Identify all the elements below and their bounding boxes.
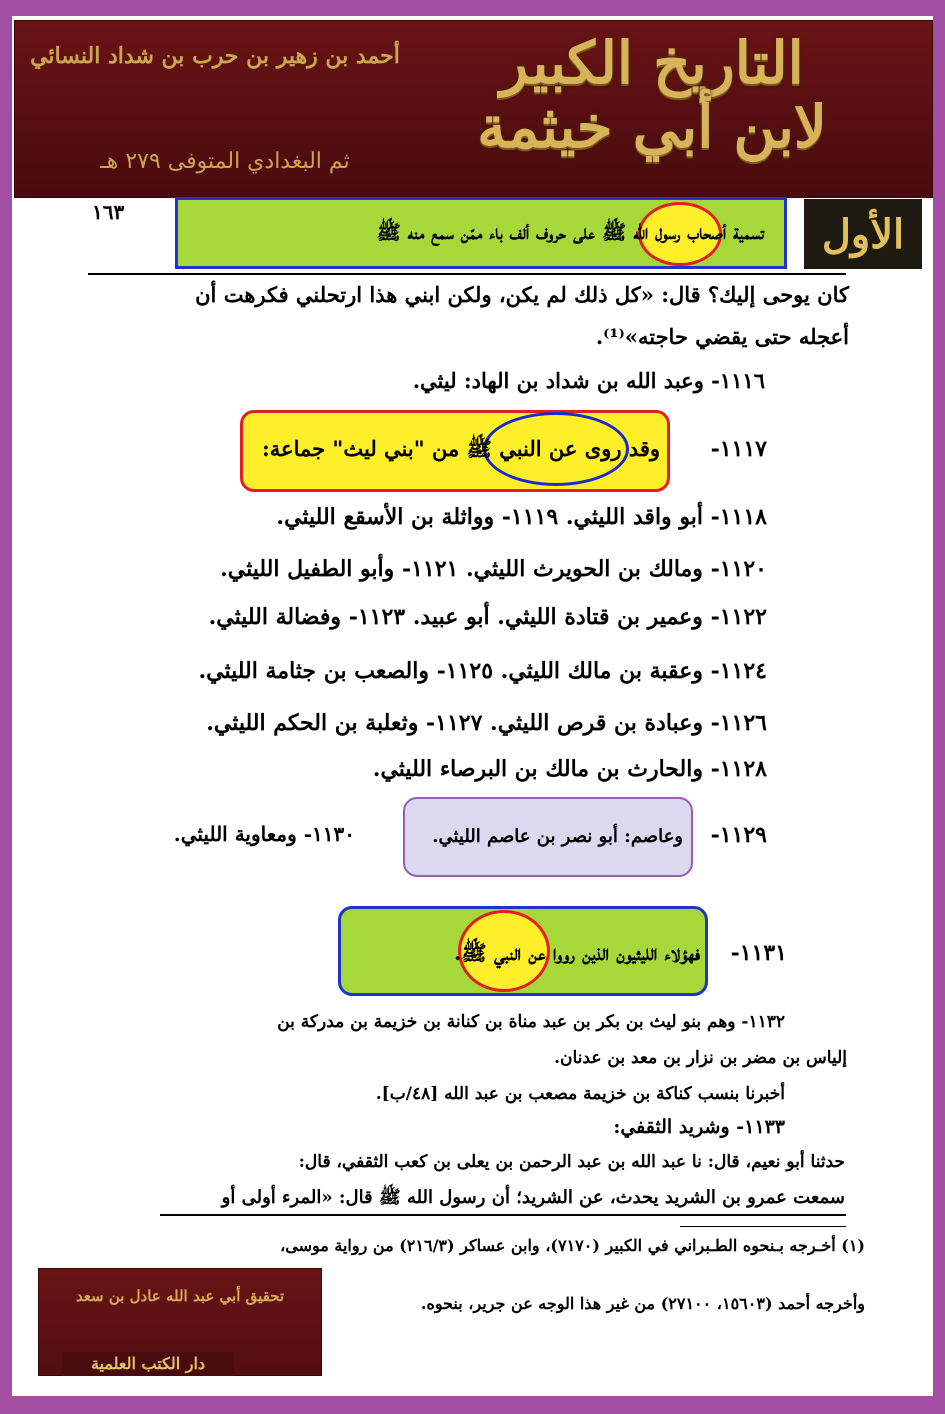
entry-1133: ١١٣٣- وشريد الثقفي: xyxy=(613,1116,785,1138)
footnote-line-2: وأخرجه أحمد (١٥٦٠٣، ٢٧١٠٠) من غير هذا الوجه عن جرير، بنحوه. xyxy=(420,1294,865,1313)
entry-1118: ١١١٨- أبو واقد الليثي. ١١١٩- وواثلة بن الأسقع الليثي. xyxy=(276,504,767,530)
header-rule xyxy=(88,273,846,275)
entry-1116: ١١١٦- وعبد الله بن شداد بن الهاد: ليثي. xyxy=(412,368,765,393)
footnote-line-1: (١) أخـرجه بـنحوه الطـبراني في الكبير (٧١٧٠)، وابن عساكر (٢١٦/٣) من رواية موسى، xyxy=(280,1236,865,1255)
book-title-banner xyxy=(14,20,933,198)
section-heading-box xyxy=(175,197,787,269)
entry-1120: ١١٢٠- ومالك بن الحويرث الليثي. ١١٢١- وأبو الطفيل الليثي. xyxy=(220,556,767,582)
nasab-line: أخبرنا بنسب كناكة بن خزيمة مصعب بن عبد الله [٤٨/ب]. xyxy=(375,1084,785,1104)
body-line-2: أعجله حتى يقضي حاجته»⁽¹⁾. xyxy=(595,324,849,349)
entry-1130: ١١٣٠- ومعاوية الليثي. xyxy=(173,822,355,846)
page-number: ١٦٣ xyxy=(92,200,125,224)
text-underline xyxy=(160,1214,846,1216)
entry-1122: ١١٢٢- وعمير بن قتادة الليثي. أبو عبيد. ١١٢٣- وفضالة الليثي. xyxy=(208,604,767,630)
body-line-1: كان يوحى إليك؟ قال: «كل ذلك لم يكن، ولكن ابني هذا ارتحلني فكرهت أن xyxy=(195,282,849,307)
entry-1124: ١١٢٤- وعقبة بن مالك الليثي. ١١٢٥- والصعب بن جثامة الليثي. xyxy=(198,658,767,684)
entry-1131-circled: الذين رووا xyxy=(552,940,610,965)
book-title-line1: التاريخ الكبير xyxy=(500,29,804,97)
entry-1131-prefix: فهؤلاء الليثيون xyxy=(616,940,700,965)
entry-1128: ١١٢٨- والحارث بن مالك بن البرصاء الليثي. xyxy=(372,756,767,782)
footnote-rule xyxy=(680,1226,846,1227)
section-heading-after: رسول الله ﷺ على حروف ألف باء ممّن سمع منه ﷺ xyxy=(376,220,681,244)
hadith-line-2: سمعت عمرو بن الشريد يحدث، عن الشريد؛ أن رسول الله ﷺ قال: «المرء أولى أو xyxy=(221,1187,845,1208)
entry-1117-text xyxy=(262,436,660,467)
editor-stamp-text: تحقيق أبي عبد الله عادل بن سعد xyxy=(75,1287,285,1305)
section-heading xyxy=(184,220,764,249)
entry-1117-number: ١١١٧- xyxy=(710,436,767,462)
entry-1131-number: ١١٣١- xyxy=(730,940,787,966)
entry-1117-prefix: وقد xyxy=(628,436,660,461)
entry-1126: ١١٢٦- وعبادة بن قرص الليثي. ١١٢٧- وثعلبة بن الحكم الليثي. xyxy=(206,710,767,736)
entry-1117-suffix: ﷺ من "بني ليث" جماعة: xyxy=(262,436,492,461)
book-title xyxy=(392,31,912,159)
entry-1131-text xyxy=(454,940,700,971)
hadith-line-1: حدثنا أبو نعيم، قال: نا عبد الله بن عبد الرحمن بن يعلى بن كعب الثقفي، قال: xyxy=(298,1152,845,1172)
entry-1129-number: ١١٢٩- xyxy=(710,822,767,848)
section-heading-highlight: أصحاب xyxy=(687,220,727,244)
publisher-label: دار الكتب العلمية xyxy=(62,1352,234,1376)
volume-badge: الأول xyxy=(804,199,922,269)
author-name: أحمد بن زهير بن حرب بن شداد النسائي xyxy=(30,43,400,69)
entry-1132-line2: إلياس بن مضر بن نزار بن معد بن عدنان. xyxy=(554,1048,847,1068)
entry-1131-suffix: عن النبي ﷺ. xyxy=(453,940,546,965)
entry-1117-circled: روى عن النبي xyxy=(499,436,622,461)
author-death: ثم البغدادي المتوفى ٢٧٩ هـ xyxy=(100,149,350,174)
book-title-line2: لابن أبي خيثمة xyxy=(477,93,827,161)
entry-1129-text: وعاصم: أبو نصر بن عاصم الليثي. xyxy=(432,826,683,847)
entry-1132-line1: ١١٣٢- وهم بنو ليث بن بكر بن عبد مناة بن كنانة بن خزيمة بن مدركة بن xyxy=(277,1012,785,1032)
section-heading-before: تسمية xyxy=(733,220,764,244)
